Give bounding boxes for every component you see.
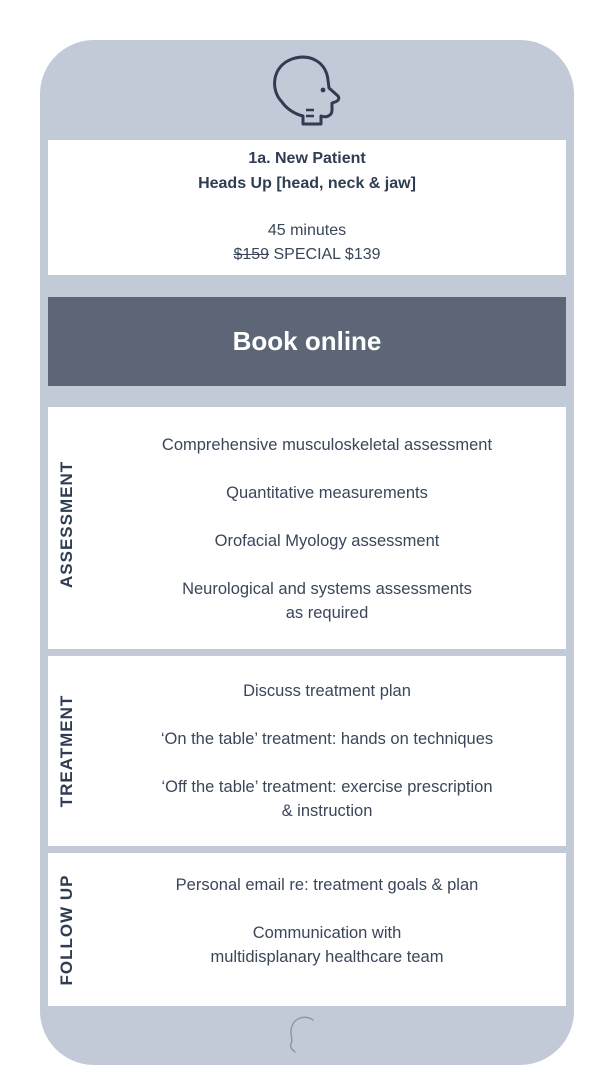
follow-up-label: FOLLOW UP (57, 874, 76, 986)
outline-curve-icon (283, 1014, 319, 1054)
list-item: Neurological and systems assessments (182, 580, 472, 598)
list-item: Quantitative measurements (226, 484, 428, 502)
list-item: Communication with (252, 924, 402, 942)
service-title: 1a. New Patient (248, 150, 366, 167)
list-item: Discuss treatment plan (243, 682, 411, 700)
list-item: Comprehensive musculoskeletal assessment (161, 436, 493, 454)
assessment-label: ASSESSMENT (57, 460, 76, 588)
head-profile-icon (266, 50, 348, 132)
treatment-section (48, 656, 566, 846)
list-item: & instruction (281, 802, 373, 820)
service-duration: 45 minutes (267, 222, 347, 239)
list-item: multidisplanary healthcare team (210, 948, 444, 966)
list-item: ‘Off the table’ treatment: exercise prescription (161, 778, 493, 796)
price-old: $159 (233, 246, 270, 263)
book-online-button[interactable]: Book online (48, 297, 566, 386)
treatment-label: TREATMENT (57, 694, 76, 808)
service-card (40, 40, 574, 1065)
service-subtitle: Heads Up [head, neck & jaw] (198, 175, 416, 192)
list-item: Personal email re: treatment goals & plan (175, 876, 479, 894)
follow-up-section (48, 853, 566, 1006)
list-item: ‘On the table’ treatment: hands on techniques (160, 730, 494, 748)
service-price (48, 246, 566, 264)
list-item: as required (285, 604, 369, 622)
list-item: Orofacial Myology assessment (214, 532, 440, 550)
price-special: SPECIAL $139 (269, 246, 381, 263)
assessment-section (48, 407, 566, 649)
service-info-panel (48, 140, 566, 275)
